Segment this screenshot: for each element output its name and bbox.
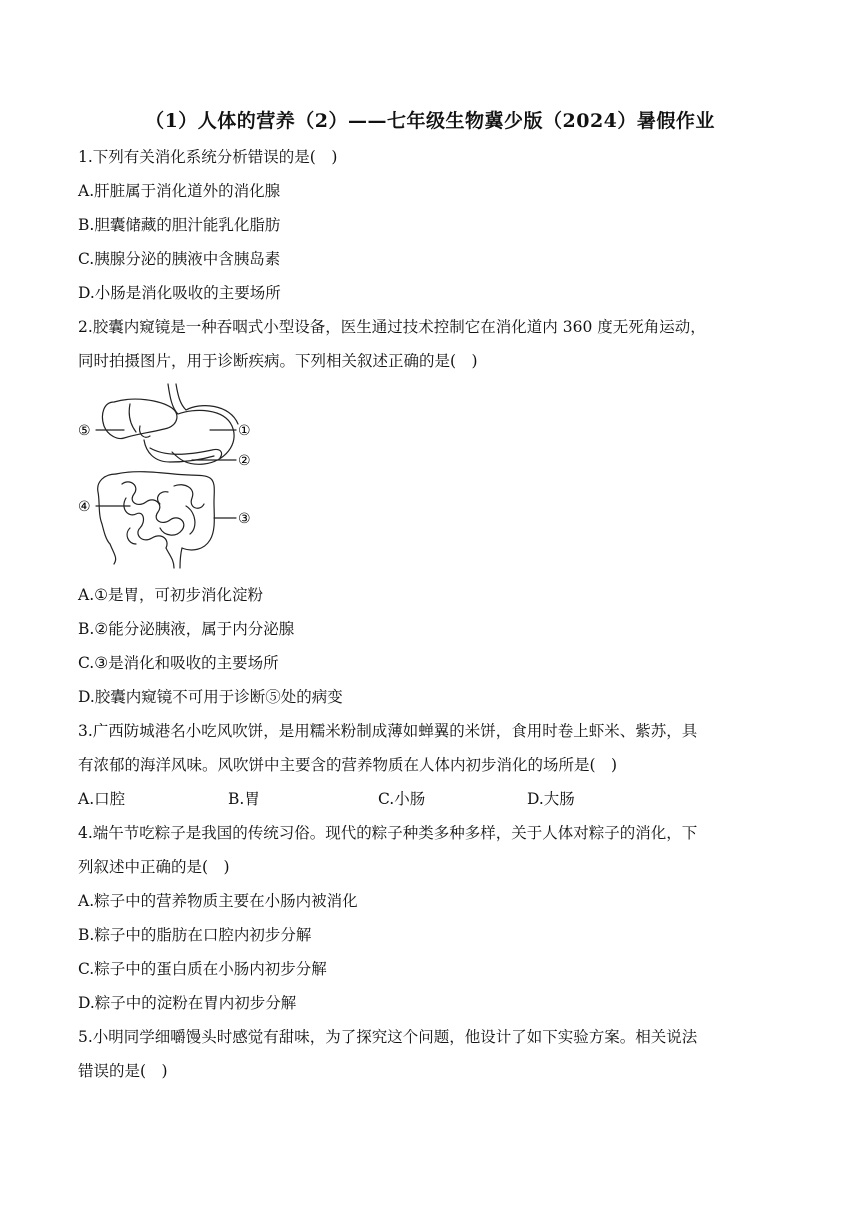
q2-stem-line2: 同时拍摄图片，用于诊断疾病。下列相关叙述正确的是( ) (78, 352, 478, 370)
q4-stem-line2: 列叙述中正确的是( ) (78, 858, 230, 876)
q2-option-c: C.③是消化和吸收的主要场所 (78, 654, 279, 672)
q3-option-d: D.大肠 (527, 790, 575, 808)
q2-stem-line1: 2.胶囊内窥镜是一种吞咽式小型设备，医生通过技术控制它在消化道内 360 度无死角运动， (78, 318, 706, 336)
figure-label-2: ② (238, 453, 251, 469)
q1-option-d: D.小肠是消化吸收的主要场所 (78, 284, 281, 302)
digestive-system-figure (74, 378, 264, 576)
page-title: （1）人体的营养（2）——七年级生物冀少版（2024）暑假作业 (145, 110, 715, 132)
q5-stem-line1: 5.小明同学细嚼馒头时感觉有甜味，为了探究这个问题，他设计了如下实验方案。相关说法 (78, 1028, 698, 1046)
q4-option-c: C.粽子中的蛋白质在小肠内初步分解 (78, 960, 327, 978)
q1-stem: 1.下列有关消化系统分析错误的是( ) (78, 148, 338, 166)
q1-option-b: B.胆囊储藏的胆汁能乳化脂肪 (78, 216, 281, 234)
figure-label-5: ⑤ (78, 423, 91, 439)
q5-stem-line2: 错误的是( ) (78, 1062, 168, 1080)
q4-option-d: D.粽子中的淀粉在胃内初步分解 (78, 994, 297, 1012)
q3-stem-line2: 有浓郁的海洋风味。风吹饼中主要含的营养物质在人体内初步消化的场所是( ) (78, 756, 618, 774)
q3-stem-line1: 3.广西防城港名小吃风吹饼，是用糯米粉制成薄如蝉翼的米饼，食用时卷上虾米、紫苏，具 (78, 722, 698, 740)
q4-option-a: A.粽子中的营养物质主要在小肠内被消化 (78, 892, 358, 910)
figure-label-1: ① (238, 423, 251, 439)
q2-option-d: D.胶囊内窥镜不可用于诊断⑤处的病变 (78, 688, 343, 706)
q3-option-b: B.胃 (228, 790, 260, 808)
figure-label-4: ④ (78, 499, 91, 515)
figure-label-3: ③ (238, 511, 251, 527)
q4-option-b: B.粽子中的脂肪在口腔内初步分解 (78, 926, 312, 944)
q1-option-a: A.肝脏属于消化道外的消化腺 (78, 182, 281, 200)
q2-option-a: A.①是胃，可初步消化淀粉 (78, 586, 264, 604)
q1-option-c: C.胰腺分泌的胰液中含胰岛素 (78, 250, 281, 268)
q2-option-b: B.②能分泌胰液，属于内分泌腺 (78, 620, 295, 638)
q4-stem-line1: 4.端午节吃粽子是我国的传统习俗。现代的粽子种类多种多样，关于人体对粽子的消化，下 (78, 824, 698, 842)
digestive-system-diagram (74, 378, 264, 576)
q3-option-c: C.小肠 (378, 790, 426, 808)
q3-option-a: A.口腔 (78, 790, 126, 808)
q3-options-row (78, 788, 778, 810)
